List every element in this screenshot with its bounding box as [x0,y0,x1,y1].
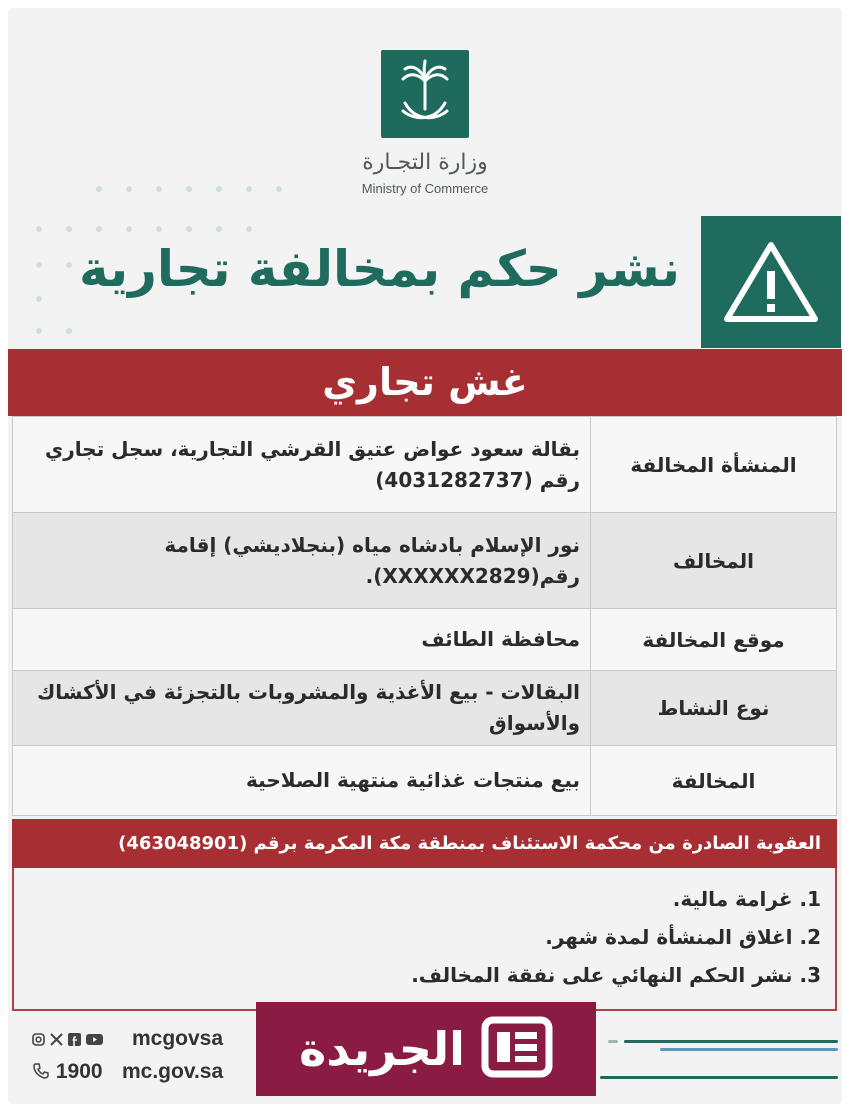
row-value: البقالات - بيع الأغذية والمشروبات بالتجزئة في الأكشاك والأسواق [13,671,591,746]
phone-number-text: 1900 [55,1060,103,1083]
warning-triangle-icon [701,216,841,348]
table-row [13,746,837,816]
list-item: 2. اغلاق المنشأة لمدة شهر. [545,925,821,949]
table-row [13,671,837,746]
row-label: المنشأة المخالفة [591,417,837,513]
social-handle[interactable]: mcgovsa [132,1027,224,1050]
row-label: المخالفة [591,746,837,816]
ministry-name-english: Ministry of Commerce [361,181,489,196]
row-value: بقالة سعود عواض عتيق القرشي التجارية، سجل تجاري رقم (4031282737) [13,417,591,513]
x-icon[interactable] [50,1033,63,1049]
ministry-name-arabic: وزارة التجـارة [362,150,488,175]
table-row [13,417,837,513]
row-value: بيع منتجات غذائية منتهية الصلاحية [13,746,591,816]
palm-swords-emblem-icon [381,50,469,138]
facebook-icon[interactable] [68,1033,81,1049]
phone-icon [32,1060,56,1083]
list-item: 1. غرامة مالية. [672,887,821,911]
row-value: نور الإسلام بادشاه مياه (بنجلاديشي) إقامة رقم(XXXXXX2829). [13,513,591,609]
brand-logo [256,1002,596,1096]
row-label: نوع النشاط [591,671,837,746]
violation-type-heading: غش تجاري [8,349,842,416]
instagram-icon[interactable] [32,1033,45,1049]
social-icons [32,1033,103,1049]
row-label: موقع المخالفة [591,609,837,671]
newspaper-icon [481,1016,553,1082]
penalty-heading: العقوبة الصادرة من محكمة الاستئناف بمنطقة مكة المكرمة برقم (463048901) [12,819,837,868]
row-label: المخالف [591,513,837,609]
youtube-icon[interactable] [86,1033,103,1049]
penalty-list [12,868,837,1011]
brand-name: الجريدة [299,1022,465,1076]
violation-details-table [12,416,837,816]
table-row [13,513,837,609]
list-item: 3. نشر الحكم النهائي على نفقة المخالف. [411,963,821,987]
row-value: محافظة الطائف [13,609,591,671]
phone-number[interactable] [32,1060,103,1084]
website-link[interactable]: mc.gov.sa [122,1060,224,1083]
page-title: نشر حكم بمخالفة تجارية [79,240,680,298]
table-row [13,609,837,671]
